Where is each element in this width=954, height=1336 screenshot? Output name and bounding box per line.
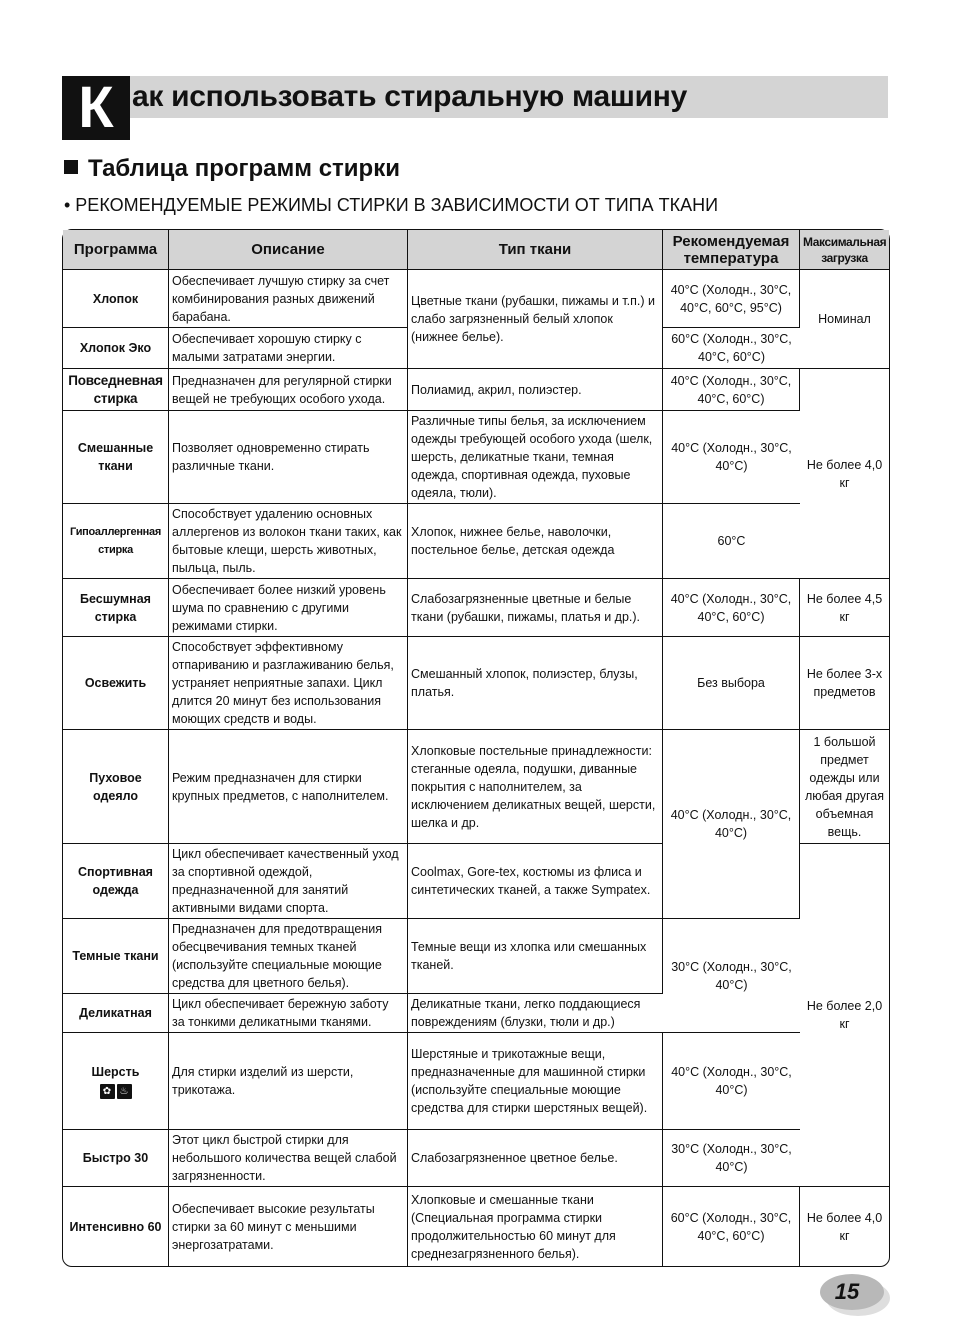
program-name: Бесшумная стирка xyxy=(63,579,169,637)
program-name-text: Шерсть xyxy=(91,1065,140,1079)
program-description: Цикл обеспечивает бережную заботу за тонкими деликатными тканями. xyxy=(169,994,408,1033)
fabric-type: Различные типы белья, за исключением одежды требующей особого ухода (шелк, шерсть, деликатные ткани, темная одежда, спортивная одежда, пуховые одеяла, тюли). xyxy=(408,411,663,504)
header-max-load: Максимальная загрузка xyxy=(800,230,889,270)
recommended-temperature: Без выбора xyxy=(663,637,800,730)
program-description: Предназначен для предотвращения обесцвечивания темных тканей (используйте специальные моющие средства для цветного белья). xyxy=(169,919,408,994)
recommended-temperature: 40°C (Холодн., 30°C, 40°C, 60°C) xyxy=(663,579,800,637)
table-row xyxy=(63,637,889,730)
fabric-type: Слабозагрязненное цветное белье. xyxy=(408,1130,663,1187)
program-description: Обеспечивает лучшую стирку за счет комбинирования разных движений барабана. xyxy=(169,270,408,328)
square-bullet-icon xyxy=(64,160,78,174)
program-name: Интенсивно 60 xyxy=(63,1187,169,1266)
table-row xyxy=(63,1033,889,1130)
program-name xyxy=(63,1033,169,1130)
fabric-type: Хлопок, нижнее белье, наволочки, постельное белье, детская одежда xyxy=(408,504,663,579)
section-title-text: Таблица программ стирки xyxy=(88,155,400,182)
fabric-type: Хлопковые постельные принадлежности: стеганные одеяла, подушки, диванные покрытия с наполнителем, за исключением деликатных вещей, шерсти, шелка и др. xyxy=(408,730,663,844)
program-description: Для стирки изделий из шерсти, трикотажа. xyxy=(169,1033,408,1130)
fabric-type: Деликатные ткани, легко поддающиеся повреждениям (блузки, тюли и др.) xyxy=(408,994,663,1033)
program-name: Быстро 30 xyxy=(63,1130,169,1187)
program-description: Обеспечивает высокие результаты стирки за 60 минут с меньшими энергозатратами. xyxy=(169,1187,408,1266)
max-load: Не более 3-х предметов xyxy=(800,637,889,730)
table-header-row xyxy=(63,230,889,270)
wool-care-icons xyxy=(99,1084,133,1099)
program-name: Смешанные ткани xyxy=(63,411,169,504)
table-row xyxy=(63,919,889,994)
recommended-temperature: 40°C (Холодн., 30°C, 40°C, 60°C) xyxy=(663,369,800,411)
recommended-temperature: 60°C xyxy=(663,504,800,579)
program-name: Повседневная стирка xyxy=(63,369,169,411)
max-load: Не более 2,0 кг xyxy=(800,844,889,1187)
recommended-temperature: 40°C (Холодн., 30°C, 40°C) xyxy=(663,1033,800,1130)
table-row xyxy=(63,369,889,411)
header-temperature: Рекомендуемая температура xyxy=(663,230,800,270)
program-name: Освежить xyxy=(63,637,169,730)
recommended-temperature: 60°C (Холодн., 30°C, 40°C, 60°C) xyxy=(663,328,800,369)
recommended-temperature: 30°C (Холодн., 30°C, 40°C) xyxy=(663,1130,800,1187)
recommended-temperature: 40°C (Холодн., 30°C, 40°C) xyxy=(663,730,800,919)
program-name: Пуховое одеяло xyxy=(63,730,169,844)
program-description: Режим предназначен для стирки крупных предметов, с наполнителем. xyxy=(169,730,408,844)
program-name: Хлопок Эко xyxy=(63,328,169,369)
fabric-type: Шерстяные и трикотажные вещи, предназначенные для машинной стирки (используйте специальные моющие средства для стирки шерстяных вещей). xyxy=(408,1033,663,1130)
header-description: Описание xyxy=(169,230,408,270)
section-title xyxy=(64,155,400,183)
page-title: ак использовать стиральную машину xyxy=(132,80,687,113)
fabric-type: Полиамид, акрил, полиэстер. xyxy=(408,369,663,411)
recommended-temperature: 60°C (Холодн., 30°C, 40°C, 60°C) xyxy=(663,1187,800,1266)
fabric-type: Coolmax, Gore-tex, костюмы из флиса и синтетических тканей, а также Sympatex. xyxy=(408,844,663,919)
wash-programs-table xyxy=(62,229,890,1267)
table-row xyxy=(63,1187,889,1266)
program-description: Способствует эффективному отпариванию и разглаживанию белья, устраняет неприятные запахи. Цикл длится 20 минут без использования моющих средств и воды. xyxy=(169,637,408,730)
program-description: Обеспечивает хорошую стирку с малыми затратами энергии. xyxy=(169,328,408,369)
wool-mark-icon: ✿ xyxy=(100,1084,115,1099)
header-fabric: Тип ткани xyxy=(408,230,663,270)
table-row xyxy=(63,1130,889,1187)
header-initial-letter: К xyxy=(62,76,130,140)
program-name: Темные ткани xyxy=(63,919,169,994)
program-name: Спортивная одежда xyxy=(63,844,169,919)
page-number: 15 xyxy=(834,1279,860,1304)
program-description: Предназначен для регулярной стирки вещей не требующих особого ухода. xyxy=(169,369,408,411)
table-row xyxy=(63,411,889,504)
recommended-temperature: 40°C (Холодн., 30°C, 40°C) xyxy=(663,411,800,504)
fabric-type: Слабозагрязненные цветные и белые ткани (рубашки, пижамы, платья и др.). xyxy=(408,579,663,637)
fabric-type: Хлопковые и смешанные ткани (Специальная программа стирки продолжительностью 60 минут для среднезагрязненного белья). xyxy=(408,1187,663,1266)
recommended-temperature: 30°C (Холодн., 30°C, 40°C) xyxy=(663,919,800,1033)
program-description: Способствует удалению основных аллергенов из волокон ткани таких, как бытовые клещи, шерсть животных, пыльца, пыль. xyxy=(169,504,408,579)
program-name: Деликатная xyxy=(63,994,169,1033)
fabric-type: Цветные ткани (рубашки, пижамы и т.п.) и слабо загрязненный белый хлопок (нижнее белье). xyxy=(408,270,663,369)
fabric-type: Смешанный хлопок, полиэстер, блузы, платья. xyxy=(408,637,663,730)
program-name: Гипоаллергенная стирка xyxy=(63,504,169,579)
table-row xyxy=(63,504,889,579)
max-load: Не более 4,5 кг xyxy=(800,579,889,637)
program-description: Позволяет одновременно стирать различные ткани. xyxy=(169,411,408,504)
program-description: Обеспечивает более низкий уровень шума по сравнению с другими режимами стирки. xyxy=(169,579,408,637)
section-subtitle: • РЕКОМЕНДУЕМЫЕ РЕЖИМЫ СТИРКИ В ЗАВИСИМОСТИ ОТ ТИПА ТКАНИ xyxy=(64,195,719,215)
table-row xyxy=(63,730,889,844)
hand-wash-icon: ♨ xyxy=(117,1084,132,1099)
program-description: Цикл обеспечивает качественный уход за спортивной одеждой, предназначенной для занятий активными видами спорта. xyxy=(169,844,408,919)
table-row xyxy=(63,579,889,637)
max-load: Не более 4,0 кг xyxy=(800,369,889,579)
table-row xyxy=(63,270,889,328)
program-description: Этот цикл быстрой стирки для небольшого количества вещей слабой загрязненности. xyxy=(169,1130,408,1187)
max-load: Номинал xyxy=(800,270,889,369)
max-load: 1 большой предмет одежды или любая другая объемная вещь. xyxy=(800,730,889,844)
header-program: Программа xyxy=(63,230,169,270)
fabric-type: Темные вещи из хлопка или смешанных тканей. xyxy=(408,919,663,994)
program-name: Хлопок xyxy=(63,270,169,328)
max-load: Не более 4,0 кг xyxy=(806,1210,883,1243)
recommended-temperature: 40°C (Холодн., 30°C, 40°C, 60°C, 95°C) xyxy=(663,270,800,328)
